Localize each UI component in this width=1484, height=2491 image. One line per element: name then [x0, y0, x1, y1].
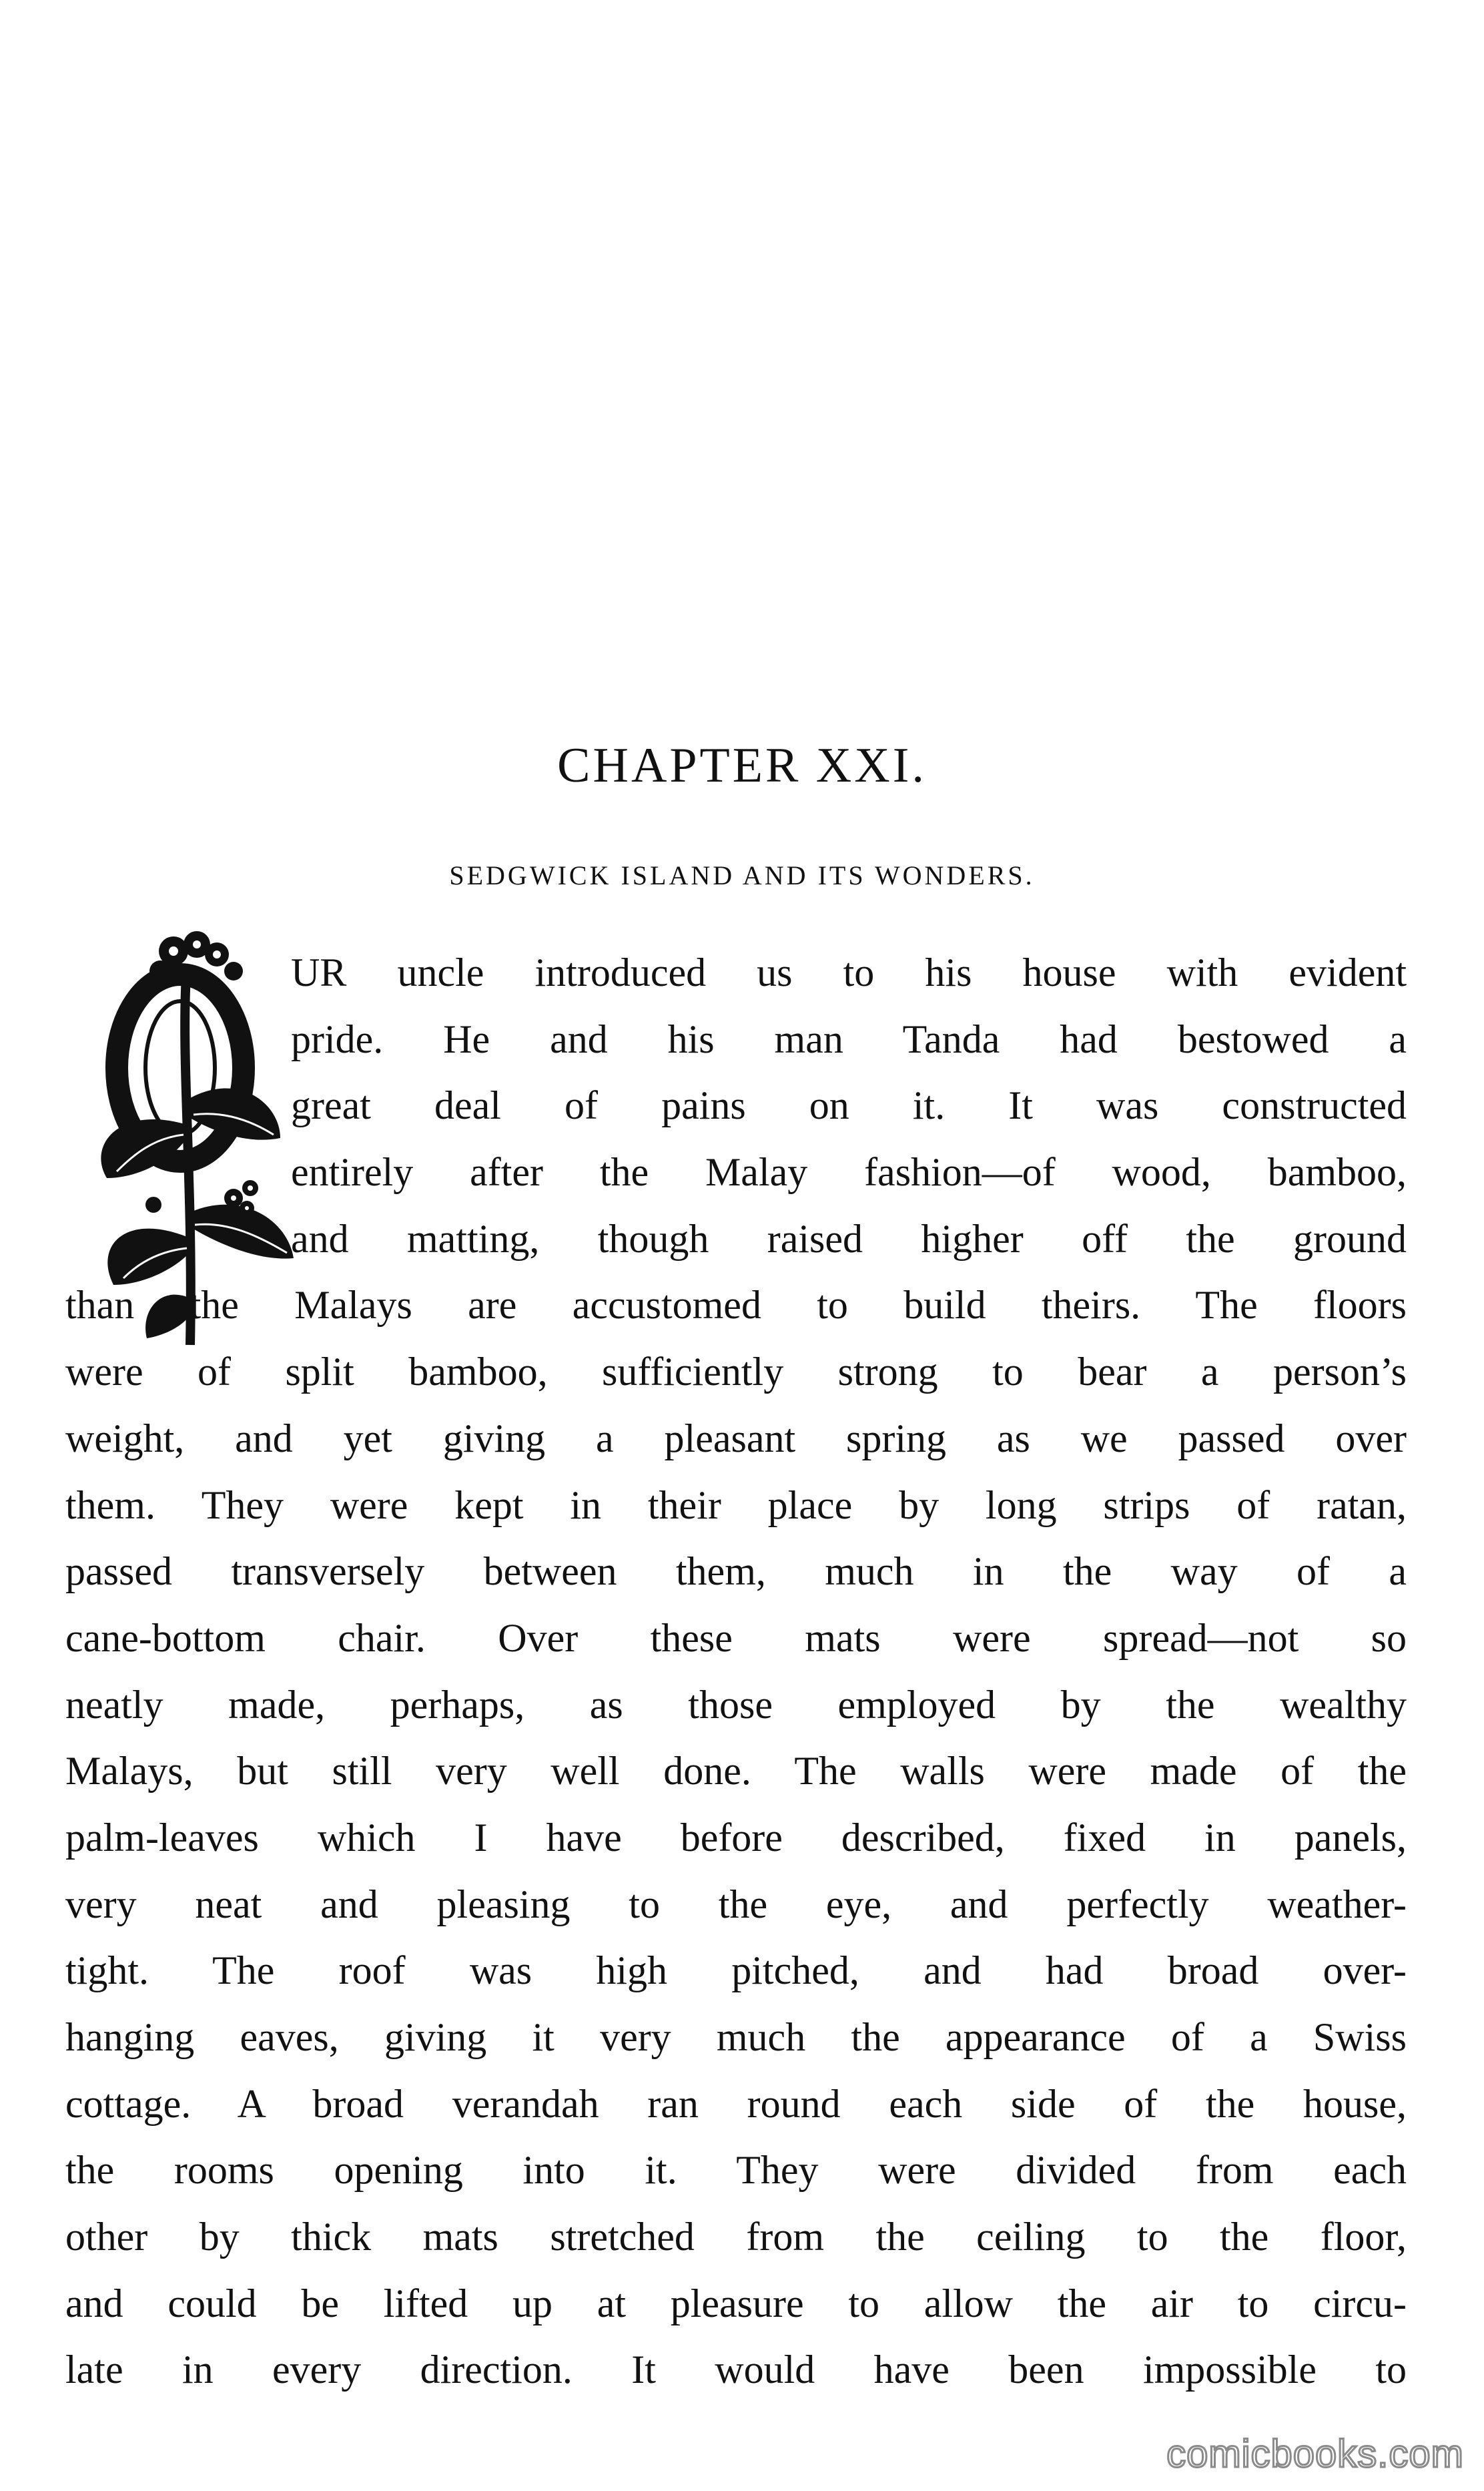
text-line: neatly made, perhaps, as those employed by the wealthy — [65, 1682, 1407, 1727]
text-line: UR uncle introduced us to his house with evident — [291, 950, 1407, 995]
text-line: very neat and pleasing to the eye, and perfectly weather- — [65, 1882, 1407, 1926]
text-line: late in every direction. It would have been impossible to — [65, 2347, 1407, 2392]
watermark: comicbooks.com — [1166, 2432, 1464, 2476]
text-line: great deal of pains on it. It was constructed — [291, 1083, 1407, 1128]
text-line: pride. He and his man Tanda had bestowed a — [291, 1017, 1407, 1061]
text-line: other by thick mats stretched from the ceiling to the floor, — [65, 2215, 1407, 2259]
text-line: the rooms opening into it. They were divided from each — [65, 2148, 1407, 2193]
chapter-title: CHAPTER XXI. — [557, 738, 927, 793]
text-line: cane-bottom chair. Over these mats were spread—not so — [65, 1615, 1407, 1660]
text-line: were of split bamboo, sufficiently strong to bear a person’s — [65, 1350, 1407, 1394]
text-line: them. They were kept in their place by long strips of ratan, — [65, 1482, 1407, 1527]
text-line: than the Malays are accustomed to build theirs. The floors — [65, 1283, 1407, 1328]
text-line: palm-leaves which I have before described, fixed in panels, — [65, 1815, 1407, 1860]
text-line: entirely after the Malay fashion—of wood, bamboo, — [291, 1150, 1407, 1195]
text-line: passed transversely between them, much in the way of a — [65, 1549, 1407, 1594]
text-line: tight. The roof was high pitched, and had broad over- — [65, 1948, 1407, 1993]
text-line: Malays, but still very well done. The walls were made of the — [65, 1749, 1407, 1793]
chapter-subtitle: SEDGWICK ISLAND AND ITS WONDERS. — [449, 860, 1035, 890]
body-text — [65, 940, 1407, 2404]
text-line: and could be lifted up at pleasure to allow the air to circu- — [65, 2281, 1407, 2325]
text-line: weight, and yet giving a pleasant spring as we passed over — [65, 1416, 1407, 1460]
text-line: and matting, though raised higher off the ground — [291, 1216, 1407, 1261]
text-line: cottage. A broad verandah ran round each side of the house, — [65, 2081, 1407, 2126]
text-line: hanging eaves, giving it very much the appearance of a Swiss — [65, 2015, 1407, 2059]
